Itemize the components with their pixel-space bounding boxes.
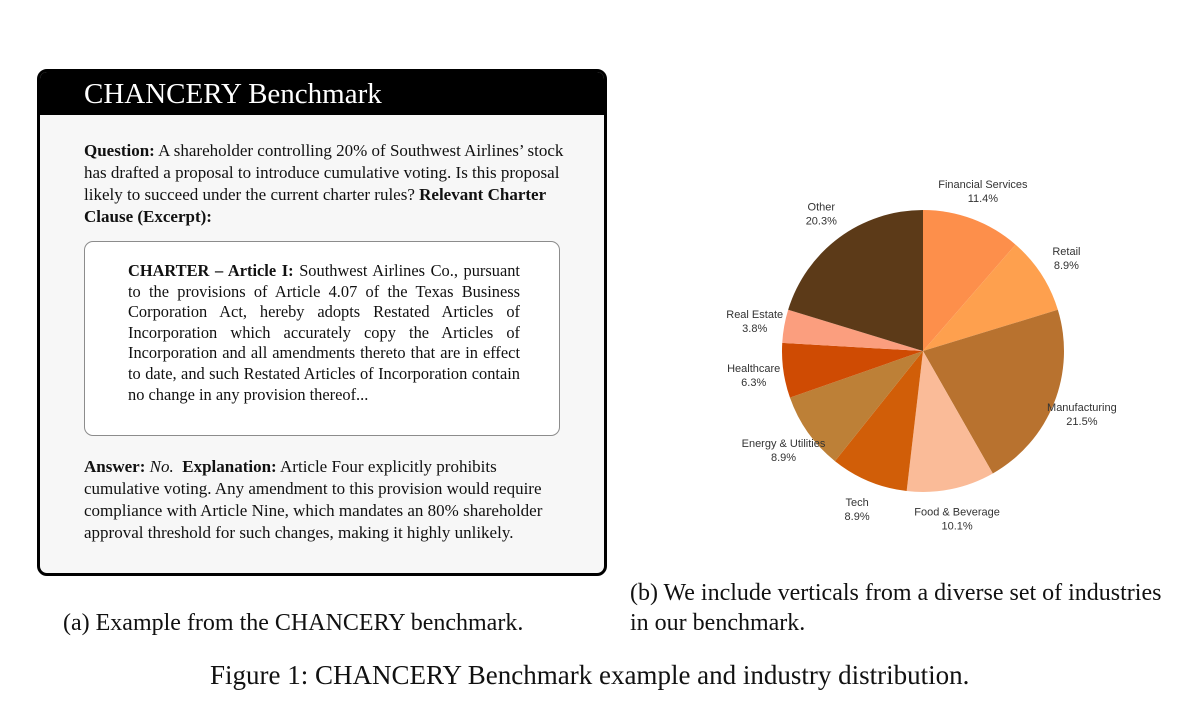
relevant-clause-label: Relevant Charter Clause (Excerpt): (84, 185, 546, 226)
pie-value-healthcare: 6.3% (741, 376, 767, 389)
pie-label-food-and-beverage: Food & Beverage (914, 506, 1000, 519)
pie-value-retail: 8.9% (1053, 259, 1079, 272)
charter-excerpt (128, 261, 520, 405)
pie-label-other: Other (807, 201, 836, 214)
explanation-text: Article Four explicitly prohibits cumulative voting. Any amendment to this provision would require compliance with Article Nine, which mandates an 80% shareholder approval threshold for such changes, making it highly unlikely. (84, 457, 543, 542)
pie-value-real-estate: 3.8% (742, 322, 768, 335)
industry-pie-chart (700, 170, 1170, 540)
question-text: A shareholder controlling 20% of Southwest Airlines’ stock has drafted a proposal to introduce cumulative voting. Is this proposal likely to succeed under the current charter rules? (84, 141, 564, 204)
pie-value-manufacturing: 21.5% (1066, 416, 1098, 429)
pie-label-manufacturing: Manufacturing (1047, 402, 1117, 415)
answer-label: Answer: (84, 457, 146, 476)
pie-value-other: 20.3% (805, 215, 837, 228)
card-header (40, 72, 604, 115)
card-title: CHANCERY Benchmark (84, 78, 382, 110)
answer-paragraph (84, 456, 564, 544)
answer-value: No. (149, 457, 174, 476)
pie-value-tech: 8.9% (844, 510, 870, 523)
pie-label-financial-services: Financial Services (938, 178, 1028, 191)
caption-b-line1: (b) We include verticals from a diverse set of industries (630, 580, 1162, 606)
charter-text: Southwest Airlines Co., pursuant to the provisions of Article 4.07 of the Texas Business Corporation Act, hereby adopts Restated Articles of Incorporation which accurately copy the Articles of Incorporation and all amendments thereto that are in effect to date, and such Restated Articles of Incorporation contain no change in any provision thereof... (128, 261, 520, 404)
pie-label-real-estate: Real Estate (726, 308, 784, 321)
charter-excerpt-box (84, 241, 560, 436)
caption-b (630, 578, 1161, 638)
pie-value-food-and-beverage: 10.1% (941, 520, 973, 533)
pie-label-healthcare: Healthcare (727, 362, 781, 375)
pie-value-financial-services: 11.4% (967, 192, 999, 205)
explanation-label: Explanation: (182, 457, 277, 476)
figure-caption: Figure 1: CHANCERY Benchmark example and industry distribution. (210, 660, 970, 690)
pie-label-retail: Retail (1052, 245, 1081, 258)
charter-label: CHARTER – Article I: (128, 261, 294, 280)
benchmark-example-card (37, 69, 607, 576)
pie-value-energy-and-utilities: 8.9% (770, 451, 797, 464)
question-label: Question: (84, 141, 155, 160)
pie-label-tech: Tech (845, 496, 869, 509)
caption-b-line2: in our benchmark. (630, 610, 806, 636)
pie-label-energy-and-utilities: Energy & Utilities (741, 437, 826, 450)
caption-a: (a) Example from the CHANCERY benchmark. (63, 610, 524, 636)
question-paragraph (84, 140, 564, 228)
